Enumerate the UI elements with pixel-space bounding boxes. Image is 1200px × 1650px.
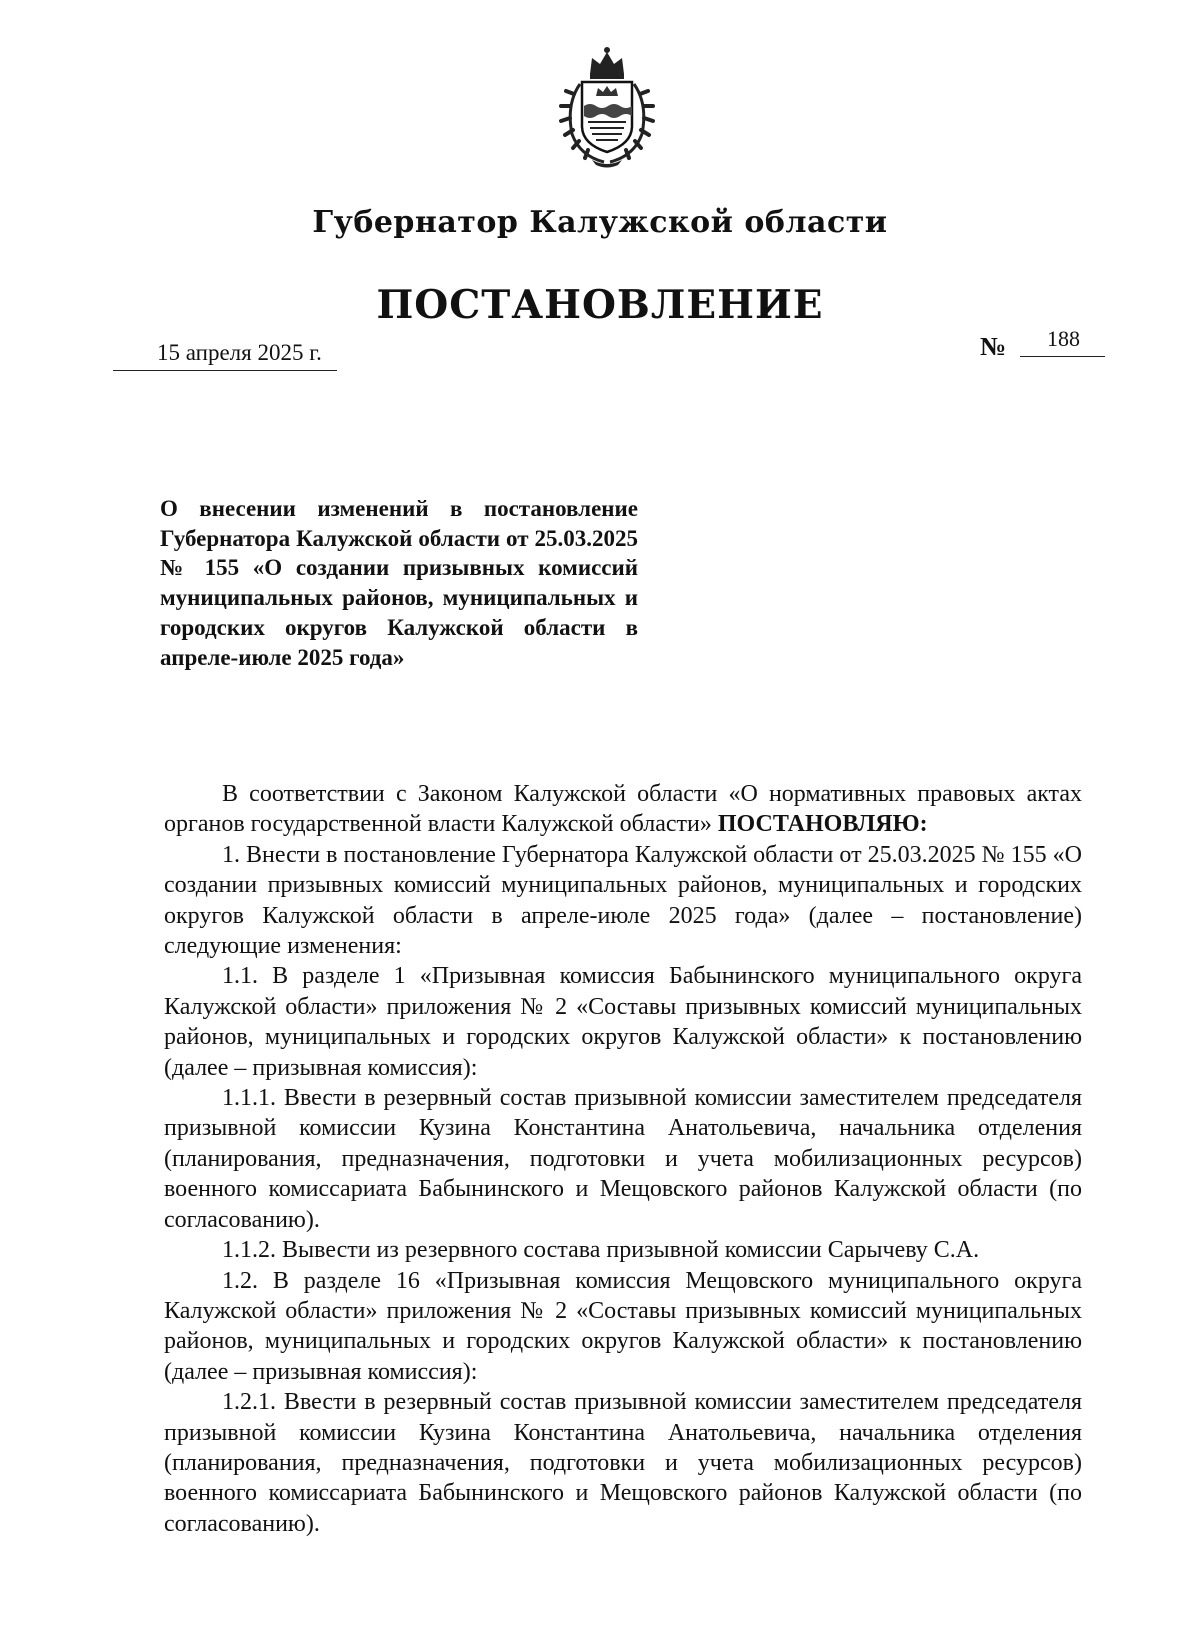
- document-number: 188: [1047, 326, 1080, 351]
- body-paragraph: 1.2. В разделе 16 «Призывная комиссия Мещовского муниципального округа Калужской области» приложения № 2 «Составы призывных комиссий муниципальных районов, муниципальных и городских округов Калужской области» к постановлению (далее – призывная комиссия):: [164, 1267, 1082, 1385]
- document-subject: О внесении изменений в постановление Губернатора Калужской области от 25.03.2025 № 155 «О создании призывных комиссий муниципальных районов, муниципальных и городских округов Калужской области в апреле-июле 2025 года»: [160, 496, 638, 670]
- document-number-line: [1020, 326, 1105, 357]
- body-paragraph: 1.1. В разделе 1 «Призывная комиссия Бабынинского муниципального округа Калужской области» приложения № 2 «Составы призывных комиссий муниципальных районов, муниципальных и городских округов Калужской области» к постановлению (далее – призывная комиссия):: [164, 963, 1082, 1081]
- document-date-field: [113, 338, 337, 371]
- body-paragraph: 1.1.1. Ввести в резервный состав призывной комиссии заместителем председателя призывной комиссии Кузина Константина Анатольевича, начальника отделения (планирования, предназначения, подготовки и учета мобилизационных ресурсов) военного комиссариата Бабынинского и Мещовского районов Калужской области (по согласованию).: [164, 1085, 1082, 1233]
- document-number-field: [980, 326, 1120, 366]
- body-paragraph: 1. Внести в постановление Губернатора Калужской области от 25.03.2025 № 155 «О создании призывных комиссий муниципальных районов, муниципальных и городских округов Калужской области в апреле-июле 2025 года» (далее – постановление) следующие изменения:: [164, 841, 1082, 960]
- body-paragraph: 1.2.1. Ввести в резервный состав призывной комиссии заместителем председателя призывной комиссии Кузина Константина Анатольевича, начальника отделения (планирования, предназначения, подготовки и учета мобилизационных ресурсов) военного комиссариата Бабынинского и Мещовского районов Калужской области (по согласованию).: [164, 1389, 1082, 1537]
- decree-word: ПОСТАНОВЛЯЮ:: [717, 811, 928, 838]
- document-type-title: ПОСТАНОВЛЕНИЕ: [376, 282, 824, 328]
- kaluga-coat-of-arms-icon: [552, 44, 662, 169]
- preamble-text: В соответствии с Законом Калужской области «О нормативных правовых актах органов государственной власти Калужской области»: [164, 781, 1082, 838]
- issuer-title: Губернатор Калужской области: [312, 205, 888, 240]
- document-date: 15 апреля 2025 г.: [157, 340, 322, 365]
- document-body: [164, 779, 1082, 1539]
- number-sign: №: [980, 332, 1007, 361]
- preamble-paragraph: [164, 779, 1082, 840]
- body-paragraph: 1.1.2. Вывести из резервного состава призывной комиссии Сарычеву С.А.: [222, 1237, 980, 1264]
